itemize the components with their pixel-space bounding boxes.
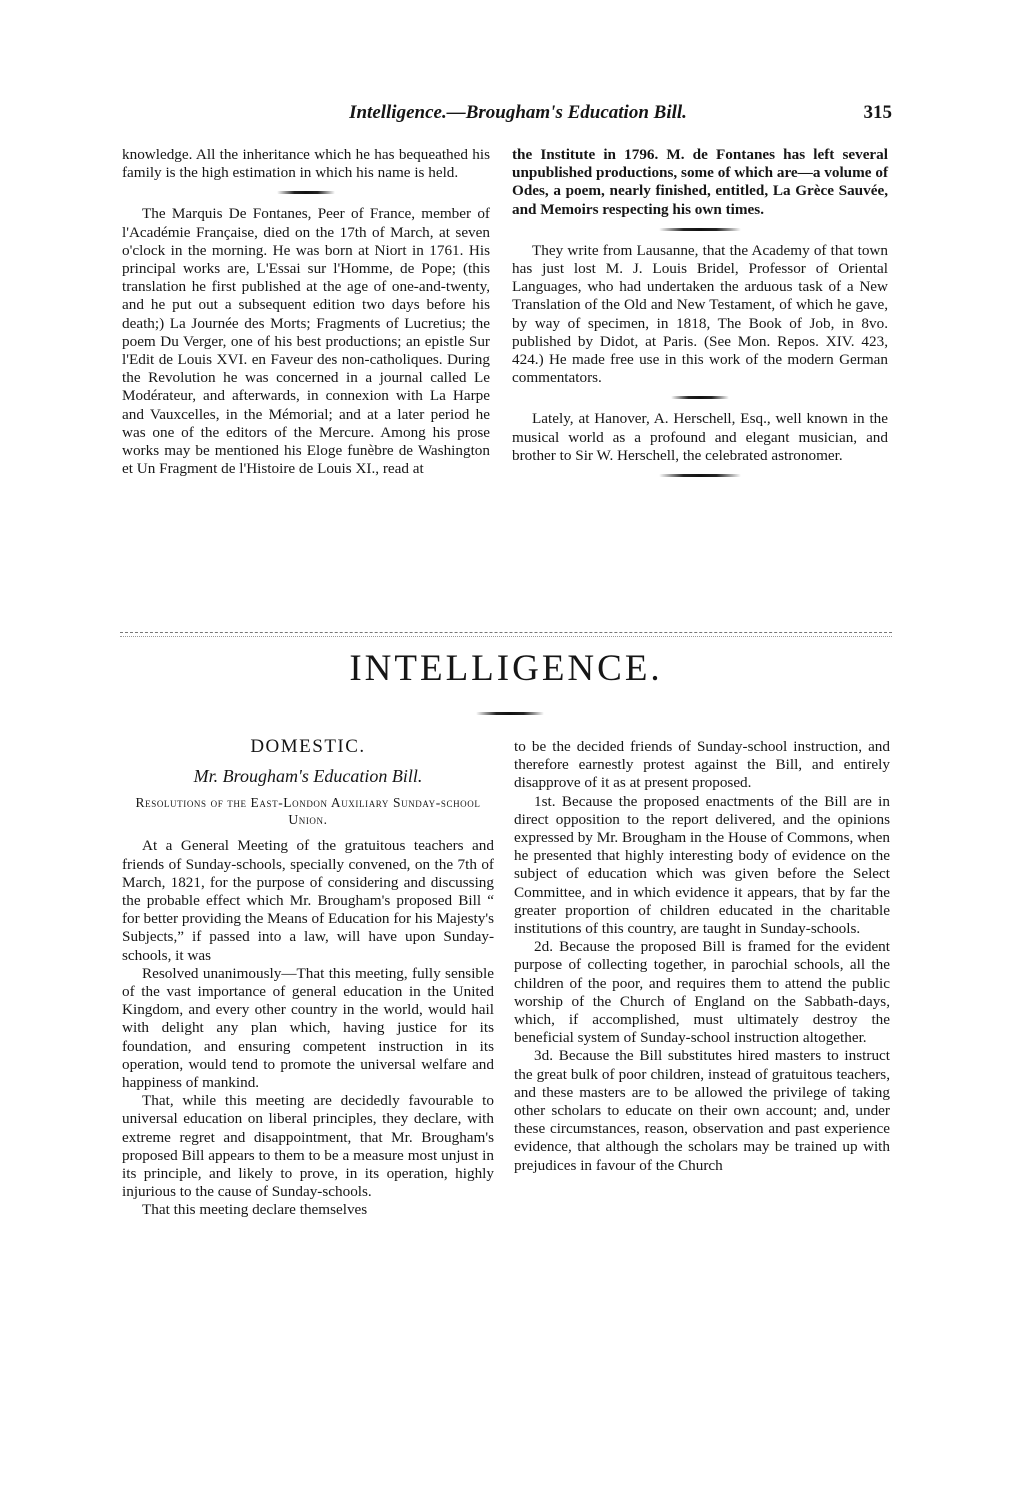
resolution-continued: to be the decided friends of Sunday-school instruction, and therefore earnestly protest against the Bill, and entirely disapprove of it as at present proposed. [514,738,890,792]
top-right-column [512,146,888,488]
bridel-notice: They write from Lausanne, that the Academy of that town has just lost M. J. Louis Bridel, Professor of Oriental Languages, who had undertaken the arduous task of a New Translation of the Old and New Testament, of which he gave, by way of specimen, in 1818, The Book of Job, in 8vo. published by Didot, at Paris. (See Mon. Repos. XIV. 423, 424.) He made free use in this work of the modern German commentators. [512,241,888,387]
ornamental-rule [659,474,741,477]
reason-third: 3d. Because the Bill substitutes hired masters to instruct the great bulk of poor children, instead of gratuitous teachers, and these masters are to be allowed the privilege of taking other scholars to educate on their own account; and, under these circumstances, reason, observation and past experience evidence, that although the scholars may be trained up with prejudices in favour of the Church [514,1047,890,1174]
resolutions-heading-text: Resolutions of the East-London Auxiliary Sunday-school Union. [135,795,481,828]
resolutions-heading [122,794,494,828]
subsection-heading: DOMESTIC. [250,736,366,757]
top-left-column [122,146,490,478]
bottom-right-column [514,738,890,1175]
fontanes-continued: the Institute in 1796. M. de Fontanes has left several unpublished productions, some of which are—a volume of Odes, a poem, nearly finished, entitled, La Grèce Sauvée, and Memoirs respecting his own times. [512,146,888,218]
section-divider [120,632,892,633]
running-head [120,98,892,128]
page-number: 315 [863,102,892,123]
reason-first: 1st. Because the proposed enactments of the Bill are in direct opposition to the report delivered, and the opinions expressed by Mr. Brougham in the House of Commons, when he presented that highly interesting body of evidence on the subject of education which was given before the Select Committee, and in which evidence it appears, that by far the greater proportion of children educated in the charitable institutions of this country, are taught in Sunday-schools. [514,792,890,938]
running-title: Intelligence.—Brougham's Education Bill. [349,102,687,123]
obituary-conclusion: knowledge. All the inheritance which he has bequeathed his family is the high estimation in which his name is held. [122,146,490,182]
fontanes-obituary: The Marquis De Fontanes, Peer of France, member of l'Académie Française, died on the 17th of March, at seven o'clock in the morning. He was born at Niort in 1761. His principal works are, L'Essai sur l'Homme, de Pope; (this translation he first published at the age of one-and-twenty, and he put out a subsequent edition two days before his death;) La Journée des Morts; Fragments of Lucretius; the poem Du Verger, one of his best productions; an epistle Sur l'Edit de Louis XVI. en Faveur des non-catholiques. During the Revolution he was concerned in a journal called Le Modérateur, and afterwards, in connexion with La Harpe and Vauxcelles, in the Mémorial; and at a later period he was one of the editors of the Mercure. Among his prose works may be mentioned his Eloge funèbre de Washington et Un Fragment de l'Histoire de Louis XI., read at [122,205,490,478]
section-divider [120,636,892,637]
ornamental-rule [671,396,729,399]
meeting-paragraph: At a General Meeting of the gratuitous teachers and friends of Sunday-schools, specially convened, on the 7th of March, 1821, for the purpose of considering and discussing the probable effect which Mr. Brougham's proposed Bill “ for better providing the Means of Education for his Majesty's Subjects,” if passed into a law, will have upon Sunday-schools, it was [122,837,494,964]
article-title: Mr. Brougham's Education Bill. [193,766,423,787]
resolution-paragraph: Resolved unanimously—That this meeting, fully sensible of the vast importance of general education in the United Kingdom, and every other country in the world, would hail with delight any plan which, having justice for its foundation, and ensuring competent instruction in its operation, would tend to promote the universal welfare and happiness of mankind. [122,964,494,1092]
resolution-paragraph: That, while this meeting are decidedly favourable to universal education on liberal principles, they declare, with extreme regret and disappointment, that Mr. Brougham's proposed Bill appears to them to be a measure most unjust in its principle, and likely to prove, in its operation, highly injurious to the cause of Sunday-schools. [122,1092,494,1201]
ornamental-rule [277,191,335,194]
herschell-notice: Lately, at Hanover, A. Herschell, Esq., well known in the musical world as a profound and elegant musician, and brother to Sir W. Herschell, the celebrated astronomer. [512,410,888,464]
bottom-left-column [122,738,494,1220]
section-title: INTELLIGENCE. [349,648,663,689]
ornamental-rule [659,228,741,231]
resolution-paragraph: That this meeting declare themselves [142,1201,368,1219]
ornamental-rule [476,712,544,715]
reason-second: 2d. Because the proposed Bill is framed for the evident purpose of collecting together, in parochial schools, all the children of the poor, and requires them to attend the public worship of the Church of England on the Sabbath-days, which, if accomplished, must ultimately destroy the beneficial system of Sunday-school instruction altogether. [514,938,890,1047]
